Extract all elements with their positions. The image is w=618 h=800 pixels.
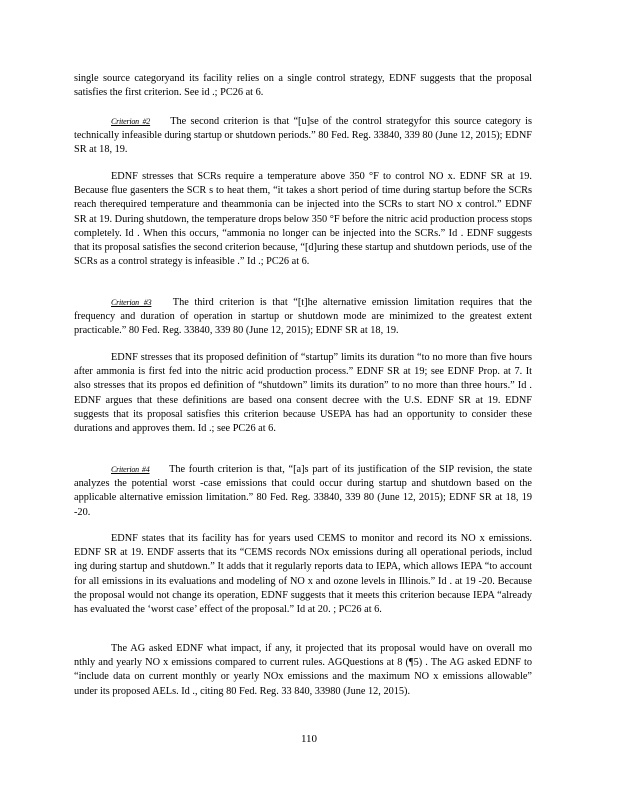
- paragraph-8: [74, 642, 532, 699]
- paragraph-text: EDNF states that its facility has for years used CEMS to monitor and record its NO x emissions. EDNF SR at 19. ENDF asserts that its “CEMS records NOx emissions during all operational periods, includ ing during startup and shutdown.” It adds that it regularly reports data to IEPA, which allows IEPA “to account for all emissions in its evaluations and modeling of NO x and ozone levels in Illinois.” Id . at 19 -20. Because the proposal would not change its operation, EDNF suggests that it meets this criterion because IEPA “already has evaluated the ‘worst case’ effect of the proposal.” Id at 20. ; PC26 at 6.: [74, 533, 532, 616]
- paragraph-1: [74, 72, 532, 100]
- paragraph-text: The second criterion is that “[u]se of the control strategyfor this source category is technically infeasible during startup or shutdown periods.” 80 Fed. Reg. 33840, 339 80 (June 12, 2015); EDNF SR at 18, 19.: [74, 116, 532, 156]
- paragraph-criterion-4: [74, 463, 532, 520]
- paragraph-3: [74, 170, 532, 269]
- paragraph-7: [74, 532, 532, 617]
- paragraph-text: The third criterion is that “[t]he alternative emission limitation requires that the frequency and duration of operation in startup or shutdown mode are minimized to the greatest extent practicable.” 80 Fed. Reg. 33840, 339 80 (June 12, 2015); EDNF SR at 18, 19.: [74, 297, 532, 337]
- page-number: 110: [300, 733, 318, 745]
- criterion-label: Criterion #3: [111, 298, 152, 307]
- paragraph-5: [74, 351, 532, 436]
- paragraph-text: The AG asked EDNF what impact, if any, it projected that its proposal would have on overall mo nthly and yearly NO x emissions compared to current rules. AGQuestions at 8 (¶5) . The AG asked EDNF to “include data on current monthly or yearly NOx emissions and the maximum NO x emissions allowable” under its proposed AELs. Id ., citing 80 Fed. Reg. 33 840, 33980 (June 12, 2015).: [74, 643, 532, 697]
- paragraph-criterion-3: [74, 296, 532, 339]
- criterion-label: Criterion #4: [111, 465, 150, 474]
- paragraph-text: The fourth criterion is that, “[a]s part of its justification of the SIP revision, the state analyzes the potential worst -case emissions that could occur during startup and shutdown based on the applicable alternative emission limitation.” 80 Fed. Reg. 33840, 339 80 (June 12, 2015); EDNF SR at 18, 19 -20.: [74, 464, 533, 518]
- paragraph-text: single source categoryand its facility relies on a single control strategy, EDNF suggests that the proposal satisfies the first criterion. See id .; PC26 at 6.: [74, 73, 532, 99]
- criterion-label: Criterion #2: [111, 117, 151, 126]
- paragraph-text: EDNF stresses that SCRs require a temperature above 350 °F to control NO x. EDNF SR at 19. Because flue gasenters the SCR s to heat them, “it takes a short period of time during startup before the SCRs reach therequired temperature and theammonia can be injected into the SCRs to start NO x control.” EDNF SR at 19. During shutdown, the temperature drops below 350 °F before the nitric acid production process stops completely. Id . When this occurs, “ammonia no longer can be injected into the SCRs.” Id . EDNF suggests that its proposal satisfies the second criterion because, “[d]uring these startup and shutdown periods, use of the SCRs as a control strategy is infeasible .” Id .; PC26 at 6.: [74, 171, 532, 268]
- paragraph-text: EDNF stresses that its proposed definition of “startup” limits its duration “to no more than five hours after ammonia is first fed into the nitric acid production process.” EDNF SR at 19; see EDNF Prop. at 7. It also stresses that its propos ed definition of “shutdown” limits its duration” to no more than three hours.” Id . EDNF argues that these definitions are based ona consent decree with the U.S. EDNF SR at 19. EDNF suggests that its proposal satisfies this criterion because USEPA has had an opportunity to consider these durations and approves them. Id .; see PC26 at 6.: [74, 352, 532, 435]
- paragraph-criterion-2: [74, 115, 532, 158]
